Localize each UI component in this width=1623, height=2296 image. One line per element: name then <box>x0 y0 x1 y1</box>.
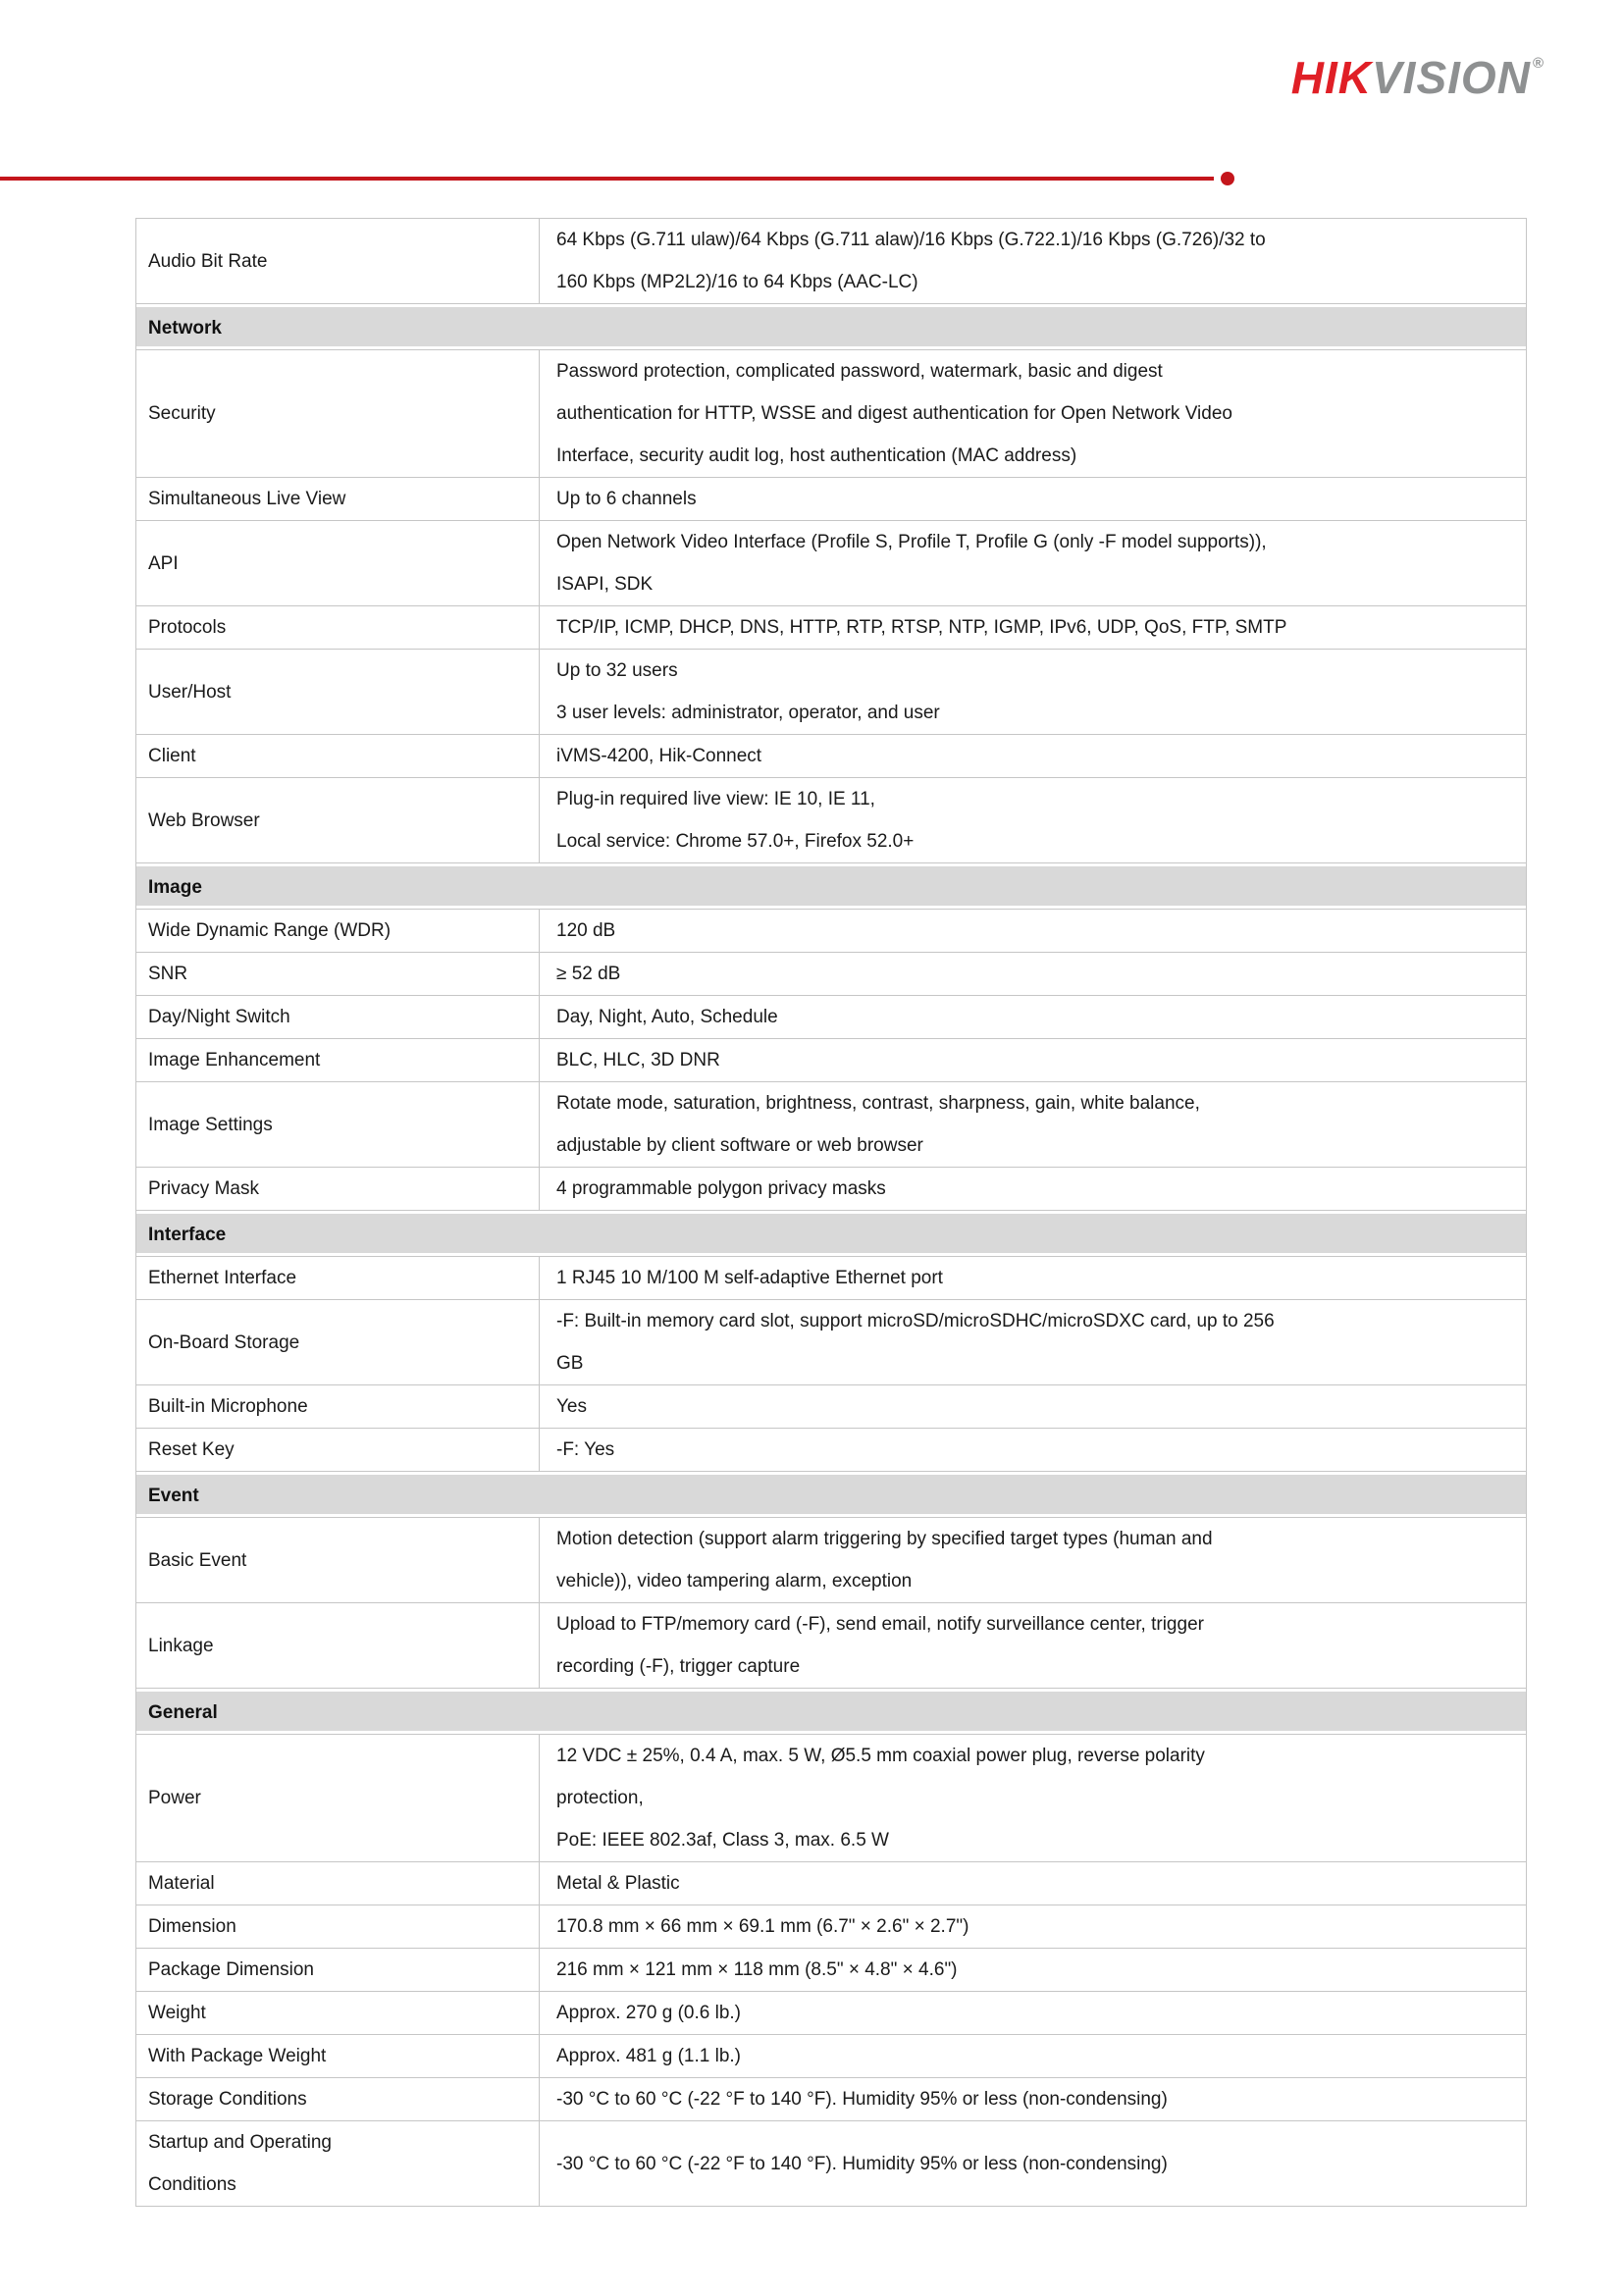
row-value-line: protection, <box>556 1788 644 1808</box>
section-header-bar <box>136 866 1526 906</box>
row-label-cell <box>136 1257 540 1299</box>
row-label-line: Simultaneous Live View <box>148 489 346 509</box>
row-value-line: Approx. 481 g (1.1 lb.) <box>556 2046 741 2066</box>
row-label-cell <box>136 1168 540 1210</box>
row-value-line: Approx. 270 g (0.6 lb.) <box>556 2003 741 2023</box>
row-label-line: Client <box>148 746 196 766</box>
row-value-cell <box>540 350 1526 477</box>
row-value-line: Plug-in required live view: IE 10, IE 11, <box>556 789 875 809</box>
table-row <box>136 952 1526 995</box>
row-value-line: PoE: IEEE 802.3af, Class 3, max. 6.5 W <box>556 1830 889 1851</box>
row-label-cell <box>136 735 540 777</box>
row-label-line: Privacy Mask <box>148 1178 259 1199</box>
table-row <box>136 1905 1526 1948</box>
row-label-cell <box>136 778 540 862</box>
row-value-cell <box>540 996 1526 1038</box>
row-value-cell <box>540 2035 1526 2077</box>
table-row <box>136 2034 1526 2077</box>
row-label-cell <box>136 1300 540 1384</box>
row-label-line: Power <box>148 1788 201 1808</box>
row-value-line: 216 mm × 121 mm × 118 mm (8.5" × 4.8" × 4.6") <box>556 1959 958 1980</box>
section-header-row <box>136 303 1526 349</box>
table-row <box>136 1734 1526 1861</box>
row-label-line: Weight <box>148 2003 206 2023</box>
row-label-cell <box>136 1082 540 1167</box>
row-label-cell <box>136 1992 540 2034</box>
row-label-cell <box>136 606 540 649</box>
row-label-line: Image Settings <box>148 1114 273 1135</box>
row-label-line: Audio Bit Rate <box>148 250 268 272</box>
table-row <box>136 1991 1526 2034</box>
section-header-bar <box>136 1692 1526 1731</box>
row-value-line: authentication for HTTP, WSSE and digest authentication for Open Network Video <box>556 403 1232 424</box>
hikvision-logo <box>1291 51 1544 104</box>
section-header-row <box>136 1210 1526 1256</box>
row-label-line: On-Board Storage <box>148 1331 300 1353</box>
row-label-cell <box>136 1603 540 1688</box>
row-value-cell <box>540 1300 1526 1384</box>
table-row <box>136 477 1526 520</box>
row-label-line: Web Browser <box>148 809 260 831</box>
section-header-label: Event <box>148 1486 199 1506</box>
row-value-cell <box>540 1949 1526 1991</box>
row-value-line: 120 dB <box>556 920 616 941</box>
row-value-line: 12 VDC ± 25%, 0.4 A, max. 5 W, Ø5.5 mm coaxial power plug, reverse polarity <box>556 1746 1205 1766</box>
table-row <box>136 995 1526 1038</box>
section-header-row <box>136 1688 1526 1734</box>
row-label-line: Ethernet Interface <box>148 1268 297 1288</box>
row-label-line: Wide Dynamic Range (WDR) <box>148 920 392 941</box>
row-value-cell <box>540 1429 1526 1471</box>
row-value-cell <box>540 1082 1526 1167</box>
row-value-line: -F: Built-in memory card slot, support microSD/microSDHC/microSDXC card, up to 256 <box>556 1311 1275 1331</box>
row-label-cell <box>136 996 540 1038</box>
row-label-line: API <box>148 552 179 574</box>
row-label-cell <box>136 2078 540 2120</box>
row-value-cell <box>540 1862 1526 1905</box>
header-divider-rule <box>0 177 1214 181</box>
row-value-line: Open Network Video Interface (Profile S, Profile T, Profile G (only -F model supports)), <box>556 532 1267 552</box>
table-row <box>136 1602 1526 1688</box>
row-value-line: 3 user levels: administrator, operator, and user <box>556 703 940 723</box>
row-value-cell <box>540 1518 1526 1602</box>
row-label-cell <box>136 1735 540 1861</box>
row-value-line: 170.8 mm × 66 mm × 69.1 mm (6.7" × 2.6" × 2.7") <box>556 1916 969 1937</box>
row-value-cell <box>540 606 1526 649</box>
table-row <box>136 734 1526 777</box>
row-value-cell <box>540 778 1526 862</box>
row-label-line: Image Enhancement <box>148 1050 321 1070</box>
logo-text-hik: HIK <box>1290 52 1372 103</box>
section-header-label: Interface <box>148 1225 227 1245</box>
row-label-cell <box>136 1429 540 1471</box>
row-value-cell <box>540 1603 1526 1688</box>
row-label-cell <box>136 2121 540 2206</box>
row-label-line: Basic Event <box>148 1549 247 1571</box>
row-label-line: Linkage <box>148 1635 214 1656</box>
row-value-line: Upload to FTP/memory card (-F), send email, notify surveillance center, trigger <box>556 1614 1204 1635</box>
row-label-cell <box>136 478 540 520</box>
table-row <box>136 605 1526 649</box>
row-value-cell <box>540 650 1526 734</box>
row-value-line: Password protection, complicated password, watermark, basic and digest <box>556 361 1163 382</box>
row-value-line: Rotate mode, saturation, brightness, contrast, sharpness, gain, white balance, <box>556 1093 1200 1114</box>
row-label-cell <box>136 1039 540 1081</box>
row-label-cell <box>136 1905 540 1948</box>
table-row <box>136 1428 1526 1471</box>
row-label-cell <box>136 953 540 995</box>
section-header-bar <box>136 1214 1526 1253</box>
table-row <box>136 1081 1526 1167</box>
section-header-bar <box>136 307 1526 346</box>
row-value-cell <box>540 1735 1526 1861</box>
row-value-line: Yes <box>556 1396 587 1417</box>
spec-table <box>135 218 1527 2207</box>
row-label-cell <box>136 1385 540 1428</box>
row-label-line: Built-in Microphone <box>148 1396 308 1417</box>
row-value-line: 4 programmable polygon privacy masks <box>556 1178 886 1199</box>
table-row <box>136 1038 1526 1081</box>
row-value-line: Up to 6 channels <box>556 489 697 509</box>
row-value-line: Up to 32 users <box>556 660 678 681</box>
row-value-cell <box>540 1905 1526 1948</box>
row-value-line: -30 °C to 60 °C (-22 °F to 140 °F). Humidity 95% or less (non-condensing) <box>556 2089 1168 2110</box>
row-label-cell <box>136 350 540 477</box>
row-value-line: ≥ 52 dB <box>556 964 621 984</box>
row-label-cell <box>136 1518 540 1602</box>
row-label-line: Reset Key <box>148 1439 235 1460</box>
row-value-line: Day, Night, Auto, Schedule <box>556 1007 778 1027</box>
row-value-cell <box>540 953 1526 995</box>
row-label-line: Material <box>148 1873 215 1894</box>
table-row <box>136 2077 1526 2120</box>
row-value-cell <box>540 735 1526 777</box>
row-label-cell <box>136 650 540 734</box>
row-value-cell <box>540 1039 1526 1081</box>
row-value-line: 160 Kbps (MP2L2)/16 to 64 Kbps (AAC-LC) <box>556 272 918 292</box>
row-label-cell <box>136 1862 540 1905</box>
section-header-bar <box>136 1475 1526 1514</box>
row-value-line: -F: Yes <box>556 1439 615 1460</box>
section-header-row <box>136 862 1526 909</box>
row-label-line: User/Host <box>148 681 232 703</box>
section-header-label: General <box>148 1702 218 1723</box>
row-label-line: Protocols <box>148 617 227 638</box>
row-label-line: Package Dimension <box>148 1959 314 1980</box>
row-value-cell <box>540 1992 1526 2034</box>
row-value-line: BLC, HLC, 3D DNR <box>556 1050 720 1070</box>
table-row <box>136 649 1526 734</box>
row-value-line: Interface, security audit log, host authentication (MAC address) <box>556 445 1077 466</box>
row-label-cell <box>136 219 540 303</box>
row-value-cell <box>540 478 1526 520</box>
row-value-line: Local service: Chrome 57.0+, Firefox 52.0+ <box>556 831 915 852</box>
registered-mark: ® <box>1532 55 1544 72</box>
section-header-row <box>136 1471 1526 1517</box>
row-label-line: Storage Conditions <box>148 2089 307 2110</box>
row-label-line: Security <box>148 403 216 424</box>
row-label-cell <box>136 521 540 605</box>
row-value-line: Motion detection (support alarm triggering by specified target types (human and <box>556 1529 1213 1549</box>
row-value-line: ISAPI, SDK <box>556 574 654 595</box>
row-value-line: TCP/IP, ICMP, DHCP, DNS, HTTP, RTP, RTSP, NTP, IGMP, IPv6, UDP, QoS, FTP, SMTP <box>556 617 1287 638</box>
row-value-cell <box>540 521 1526 605</box>
table-row <box>136 2120 1526 2206</box>
row-label-cell <box>136 2035 540 2077</box>
table-row <box>136 1256 1526 1299</box>
row-value-line: Metal & Plastic <box>556 1873 680 1894</box>
row-label-line: Startup and Operating <box>148 2132 332 2153</box>
logo-text-vision: VISION <box>1372 52 1531 103</box>
row-value-line: vehicle)), video tampering alarm, exception <box>556 1571 913 1592</box>
row-value-line: GB <box>556 1353 584 1374</box>
table-row <box>136 349 1526 477</box>
row-value-cell <box>540 1168 1526 1210</box>
row-label-line: Day/Night Switch <box>148 1007 290 1027</box>
row-label-line: SNR <box>148 964 188 984</box>
row-value-cell <box>540 2121 1526 2206</box>
row-value-cell <box>540 910 1526 952</box>
section-header-label: Network <box>148 318 222 339</box>
table-row <box>136 1861 1526 1905</box>
table-row <box>136 1167 1526 1210</box>
section-header-label: Image <box>148 877 202 898</box>
row-value-line: recording (-F), trigger capture <box>556 1656 801 1677</box>
row-value-line: adjustable by client software or web browser <box>556 1135 923 1156</box>
row-value-line: 1 RJ45 10 M/100 M self-adaptive Ethernet port <box>556 1268 943 1288</box>
table-row <box>136 777 1526 862</box>
row-label-cell <box>136 1949 540 1991</box>
row-label-line: With Package Weight <box>148 2046 327 2066</box>
row-value-cell <box>540 1257 1526 1299</box>
row-value-cell <box>540 219 1526 303</box>
row-value-line: iVMS-4200, Hik-Connect <box>556 746 762 766</box>
row-value-line: 64 Kbps (G.711 ulaw)/64 Kbps (G.711 alaw)/16 Kbps (G.722.1)/16 Kbps (G.726)/32 to <box>556 230 1266 250</box>
table-row <box>136 1384 1526 1428</box>
table-row <box>136 219 1526 303</box>
table-row <box>136 1517 1526 1602</box>
row-value-line: -30 °C to 60 °C (-22 °F to 140 °F). Humidity 95% or less (non-condensing) <box>556 2153 1168 2174</box>
row-value-cell <box>540 1385 1526 1428</box>
row-label-line: Dimension <box>148 1916 236 1937</box>
row-value-cell <box>540 2078 1526 2120</box>
table-row <box>136 1299 1526 1384</box>
table-row <box>136 520 1526 605</box>
table-row <box>136 1948 1526 1991</box>
row-label-line: Conditions <box>148 2174 236 2195</box>
table-row <box>136 909 1526 952</box>
row-label-cell <box>136 910 540 952</box>
divider-dot <box>1221 172 1234 185</box>
